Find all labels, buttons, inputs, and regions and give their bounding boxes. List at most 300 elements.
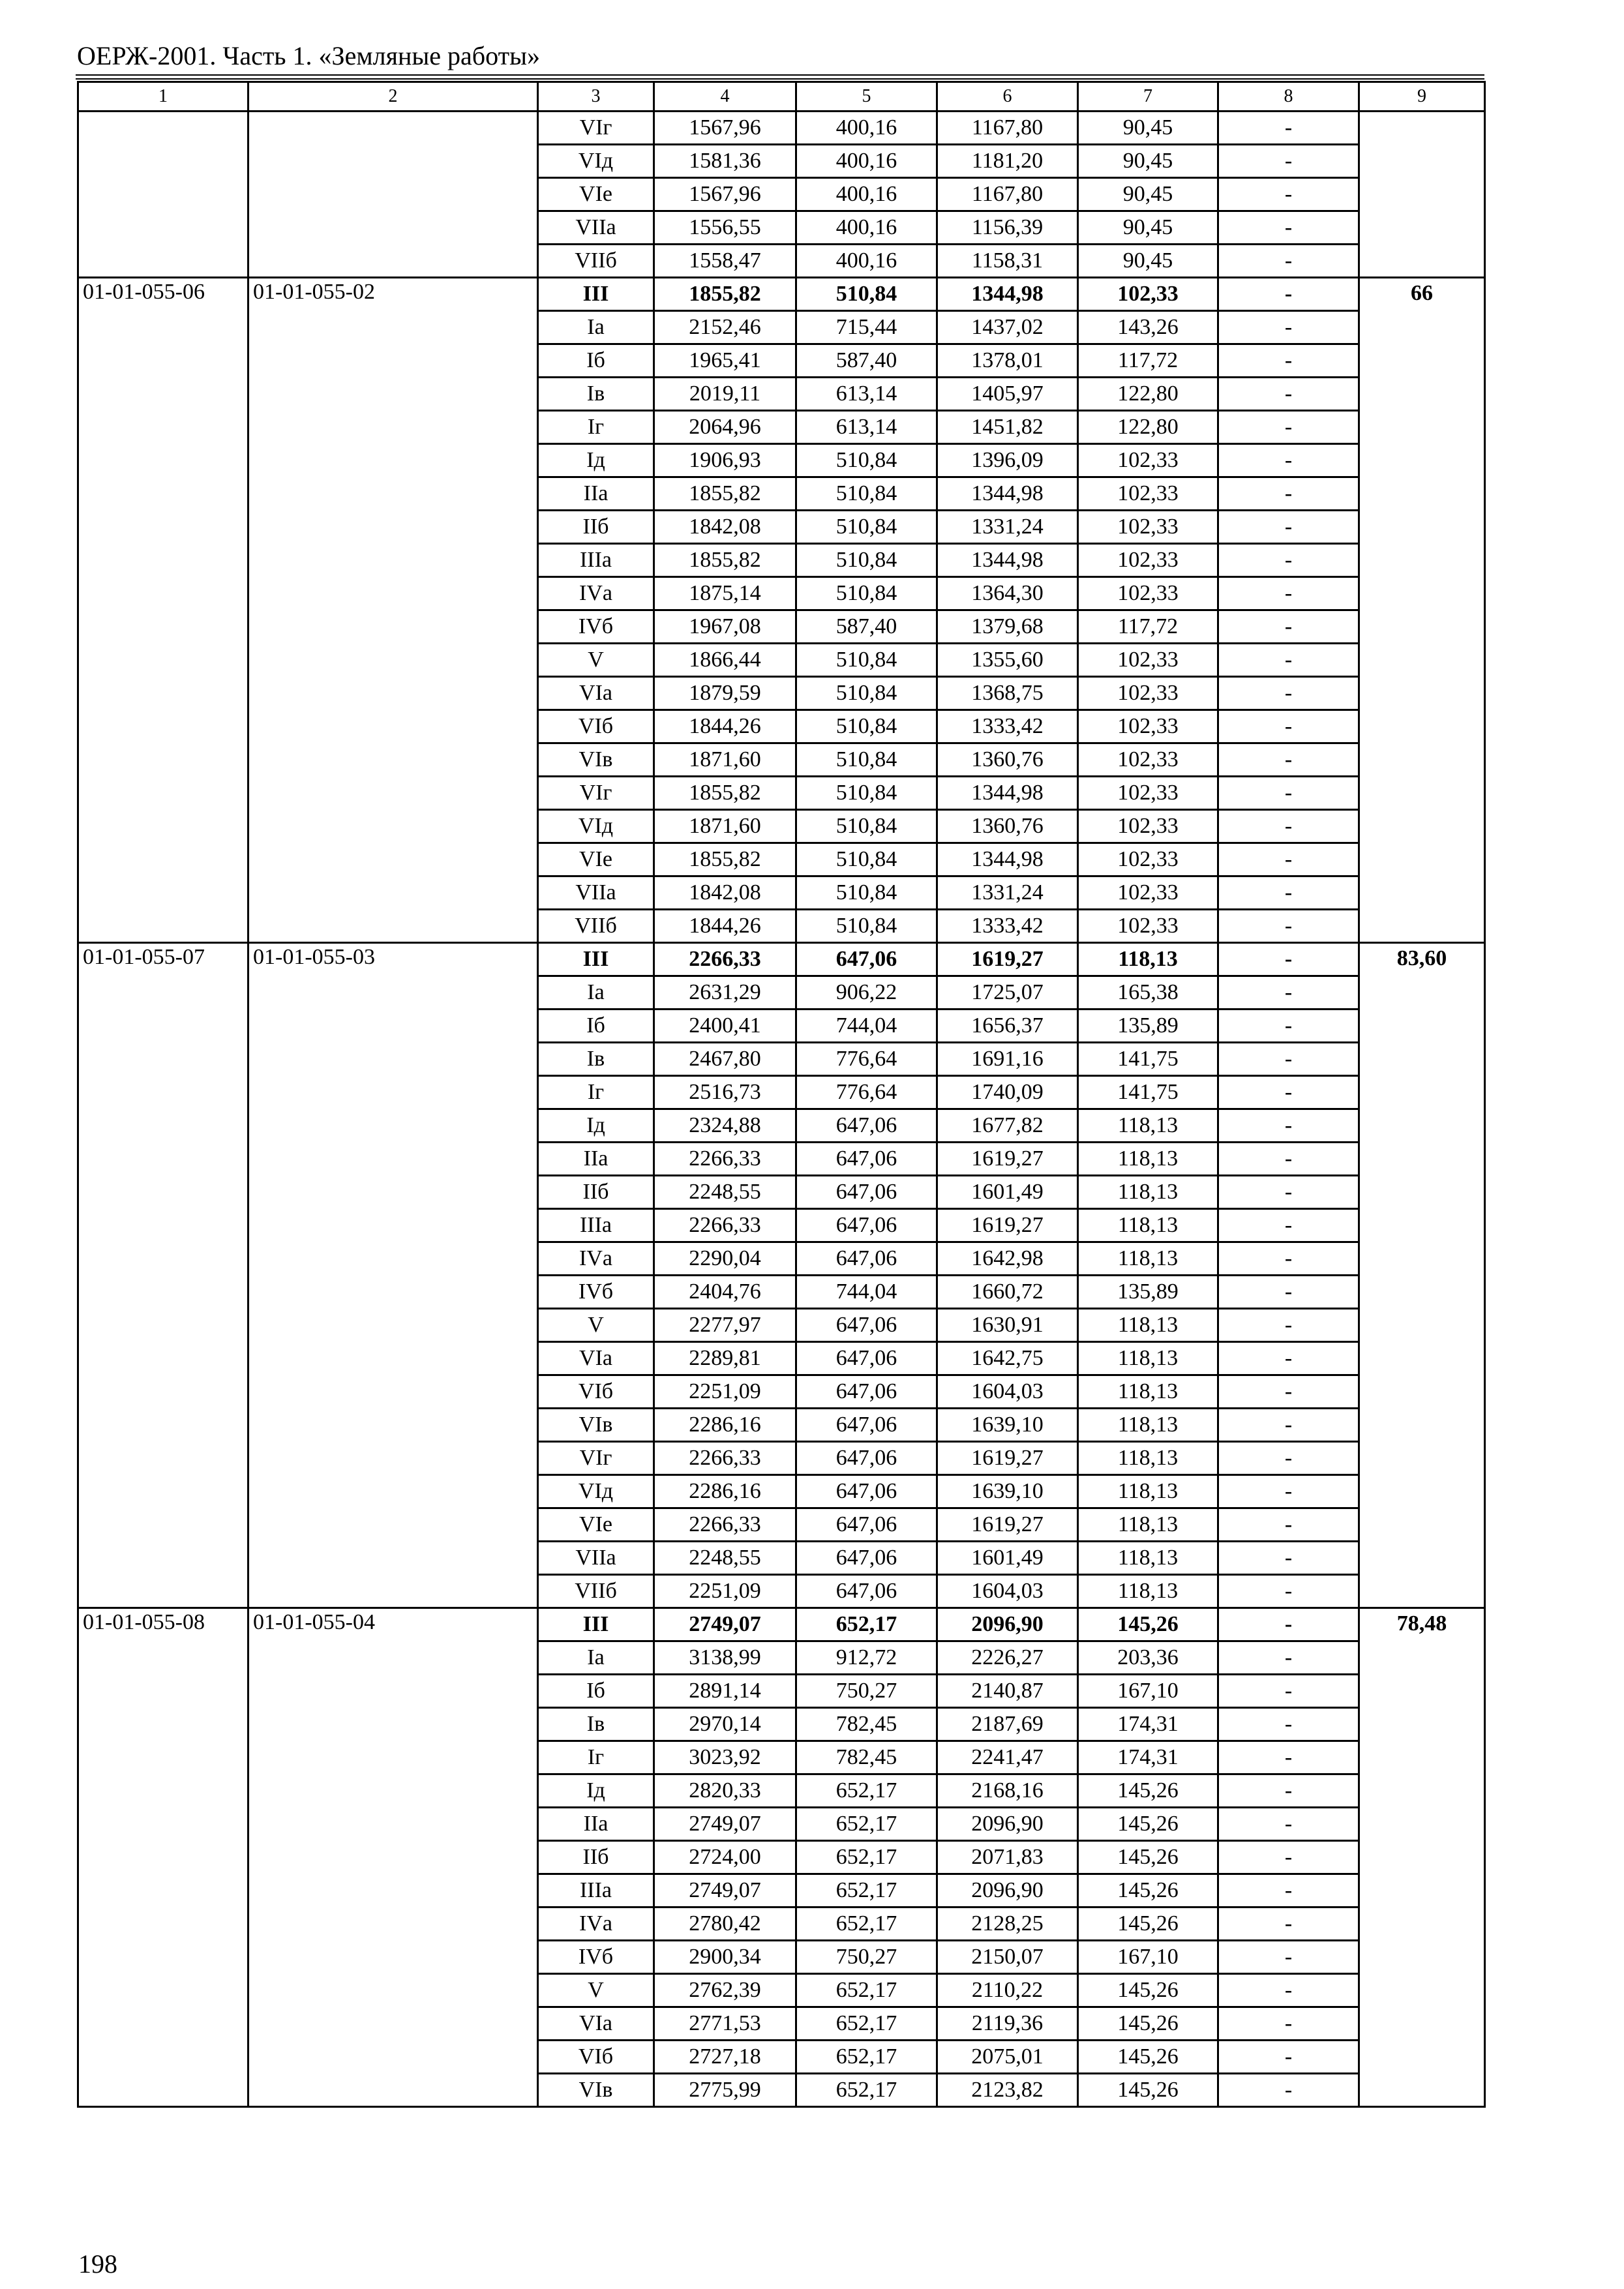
materials-cell: -: [1218, 1508, 1359, 1542]
wage-cell: 647,06: [796, 1409, 937, 1442]
driver-wage-cell: 102,33: [1078, 876, 1218, 910]
wage-cell: 647,06: [796, 1109, 937, 1143]
machine-cell: 1405,97: [937, 378, 1078, 411]
machine-cell: 1344,98: [937, 544, 1078, 577]
wage-cell: 510,84: [796, 777, 937, 810]
region-cell: VIIа: [538, 1542, 654, 1575]
machine-cell: 2110,22: [937, 1974, 1078, 2007]
machine-cell: 1331,24: [937, 511, 1078, 544]
region-cell: VIб: [538, 710, 654, 743]
column-number-cell: 7: [1078, 82, 1218, 112]
total-cell: 2324,88: [654, 1109, 796, 1143]
driver-wage-cell: 90,45: [1078, 145, 1218, 178]
driver-wage-cell: 102,33: [1078, 477, 1218, 511]
materials-cell: -: [1218, 1409, 1359, 1442]
materials-cell: -: [1218, 544, 1359, 577]
driver-wage-cell: 118,13: [1078, 1342, 1218, 1375]
base-code-cell: 01-01-055-02: [248, 278, 538, 943]
materials-cell: -: [1218, 112, 1359, 145]
machine-cell: 1725,07: [937, 976, 1078, 1010]
machine-cell: 2123,82: [937, 2074, 1078, 2107]
region-cell: VIа: [538, 1342, 654, 1375]
wage-cell: 510,84: [796, 544, 937, 577]
wage-cell: 647,06: [796, 1176, 937, 1209]
driver-wage-cell: 122,80: [1078, 378, 1218, 411]
driver-wage-cell: 141,75: [1078, 1076, 1218, 1109]
wage-cell: 744,04: [796, 1010, 937, 1043]
region-cell: IIа: [538, 477, 654, 511]
machine-cell: 1639,10: [937, 1475, 1078, 1508]
wage-cell: 647,06: [796, 1508, 937, 1542]
total-cell: 2749,07: [654, 1608, 796, 1641]
driver-wage-cell: 145,26: [1078, 1908, 1218, 1941]
machine-cell: 1691,16: [937, 1043, 1078, 1076]
machine-cell: 2119,36: [937, 2007, 1078, 2041]
materials-cell: -: [1218, 910, 1359, 943]
materials-cell: -: [1218, 278, 1359, 311]
wage-cell: 647,06: [796, 1542, 937, 1575]
machine-cell: 1364,30: [937, 577, 1078, 610]
driver-wage-cell: 102,33: [1078, 577, 1218, 610]
column-number-cell: 3: [538, 82, 654, 112]
driver-wage-cell: 102,33: [1078, 511, 1218, 544]
machine-cell: 1630,91: [937, 1309, 1078, 1342]
materials-cell: -: [1218, 1442, 1359, 1475]
region-cell: VIе: [538, 1508, 654, 1542]
machine-cell: 1331,24: [937, 876, 1078, 910]
labor-cost-cell: [1359, 112, 1485, 278]
materials-cell: -: [1218, 1941, 1359, 1974]
wage-cell: 510,84: [796, 644, 937, 677]
materials-cell: -: [1218, 1109, 1359, 1143]
machine-cell: 1360,76: [937, 810, 1078, 843]
total-cell: 2970,14: [654, 1708, 796, 1741]
region-cell: IVб: [538, 1276, 654, 1309]
region-cell: VIб: [538, 1375, 654, 1409]
machine-cell: 1368,75: [937, 677, 1078, 710]
materials-cell: -: [1218, 1342, 1359, 1375]
total-cell: 2266,33: [654, 943, 796, 976]
region-cell: V: [538, 1974, 654, 2007]
materials-cell: -: [1218, 1276, 1359, 1309]
driver-wage-cell: 102,33: [1078, 677, 1218, 710]
total-cell: 2891,14: [654, 1675, 796, 1708]
machine-cell: 1619,27: [937, 1442, 1078, 1475]
total-cell: 2266,33: [654, 1442, 796, 1475]
total-cell: 1967,08: [654, 610, 796, 644]
machine-cell: 1396,09: [937, 444, 1078, 477]
materials-cell: -: [1218, 411, 1359, 444]
region-cell: VIг: [538, 777, 654, 810]
driver-wage-cell: 118,13: [1078, 1409, 1218, 1442]
machine-cell: 2150,07: [937, 1941, 1078, 1974]
materials-cell: -: [1218, 1176, 1359, 1209]
region-cell: Iб: [538, 1675, 654, 1708]
machine-cell: 2140,87: [937, 1675, 1078, 1708]
wage-cell: 510,84: [796, 444, 937, 477]
region-cell: IVа: [538, 577, 654, 610]
region-cell: VIд: [538, 810, 654, 843]
wage-cell: 613,14: [796, 378, 937, 411]
machine-cell: 2071,83: [937, 1841, 1078, 1874]
machine-cell: 1656,37: [937, 1010, 1078, 1043]
wage-cell: 647,06: [796, 1242, 937, 1276]
machine-cell: 1344,98: [937, 477, 1078, 511]
materials-cell: -: [1218, 1808, 1359, 1841]
code-cell: 01-01-055-07: [78, 943, 248, 1608]
materials-cell: -: [1218, 777, 1359, 810]
materials-cell: -: [1218, 511, 1359, 544]
materials-cell: -: [1218, 1874, 1359, 1908]
total-cell: 2286,16: [654, 1475, 796, 1508]
wage-cell: 400,16: [796, 178, 937, 211]
driver-wage-cell: 102,33: [1078, 777, 1218, 810]
driver-wage-cell: 118,13: [1078, 1542, 1218, 1575]
total-cell: 1558,47: [654, 245, 796, 278]
materials-cell: -: [1218, 1010, 1359, 1043]
total-cell: 1842,08: [654, 511, 796, 544]
machine-cell: 1355,60: [937, 644, 1078, 677]
region-cell: Iв: [538, 1708, 654, 1741]
wage-cell: 400,16: [796, 145, 937, 178]
base-code-cell: 01-01-055-03: [248, 943, 538, 1608]
machine-cell: 1619,27: [937, 1508, 1078, 1542]
region-cell: V: [538, 644, 654, 677]
table-row: [78, 943, 1485, 976]
region-cell: VIIб: [538, 245, 654, 278]
machine-cell: 1604,03: [937, 1375, 1078, 1409]
driver-wage-cell: 102,33: [1078, 843, 1218, 876]
machine-cell: 1333,42: [937, 710, 1078, 743]
total-cell: 2631,29: [654, 976, 796, 1010]
region-cell: Iд: [538, 1774, 654, 1808]
wage-cell: 587,40: [796, 344, 937, 378]
driver-wage-cell: 118,13: [1078, 1242, 1218, 1276]
table-row: [78, 1608, 1485, 1641]
wage-cell: 776,64: [796, 1076, 937, 1109]
wage-cell: 652,17: [796, 1841, 937, 1874]
region-cell: Iд: [538, 1109, 654, 1143]
wage-cell: 652,17: [796, 1908, 937, 1941]
driver-wage-cell: 118,13: [1078, 1109, 1218, 1143]
wage-cell: 647,06: [796, 943, 937, 976]
wage-cell: 782,45: [796, 1708, 937, 1741]
machine-cell: 1181,20: [937, 145, 1078, 178]
driver-wage-cell: 102,33: [1078, 544, 1218, 577]
driver-wage-cell: 174,31: [1078, 1741, 1218, 1774]
materials-cell: -: [1218, 1841, 1359, 1874]
labor-cost-cell: 78,48: [1359, 1608, 1485, 2107]
machine-cell: 1344,98: [937, 777, 1078, 810]
total-cell: 1855,82: [654, 777, 796, 810]
machine-cell: 2226,27: [937, 1641, 1078, 1675]
materials-cell: -: [1218, 311, 1359, 344]
driver-wage-cell: 167,10: [1078, 1941, 1218, 1974]
driver-wage-cell: 145,26: [1078, 1974, 1218, 2007]
driver-wage-cell: 118,13: [1078, 1143, 1218, 1176]
total-cell: 2516,73: [654, 1076, 796, 1109]
total-cell: 2404,76: [654, 1276, 796, 1309]
machine-cell: 1642,98: [937, 1242, 1078, 1276]
wage-cell: 510,84: [796, 743, 937, 777]
total-cell: 2771,53: [654, 2007, 796, 2041]
materials-cell: -: [1218, 1774, 1359, 1808]
region-cell: VIе: [538, 843, 654, 876]
total-cell: 1567,96: [654, 178, 796, 211]
materials-cell: -: [1218, 1043, 1359, 1076]
wage-cell: 510,84: [796, 677, 937, 710]
column-number-cell: 2: [248, 82, 538, 112]
rates-table-body: [78, 82, 1485, 2107]
materials-cell: -: [1218, 1675, 1359, 1708]
total-cell: 2064,96: [654, 411, 796, 444]
column-number-cell: 4: [654, 82, 796, 112]
region-cell: Iг: [538, 1741, 654, 1774]
materials-cell: -: [1218, 677, 1359, 710]
materials-cell: -: [1218, 1708, 1359, 1741]
total-cell: 3138,99: [654, 1641, 796, 1675]
region-cell: Iд: [538, 444, 654, 477]
wage-cell: 647,06: [796, 1442, 937, 1475]
page-header-title: ОЕРЖ-2001. Часть 1. «Земляные работы»: [77, 41, 540, 70]
materials-cell: -: [1218, 1209, 1359, 1242]
region-cell: III: [538, 1608, 654, 1641]
machine-cell: 1437,02: [937, 311, 1078, 344]
machine-cell: 1601,49: [937, 1176, 1078, 1209]
driver-wage-cell: 174,31: [1078, 1708, 1218, 1741]
materials-cell: -: [1218, 1542, 1359, 1575]
base-code-cell: 01-01-055-04: [248, 1608, 538, 2107]
driver-wage-cell: 118,13: [1078, 1575, 1218, 1608]
region-cell: VIIб: [538, 910, 654, 943]
total-cell: 1855,82: [654, 477, 796, 511]
region-cell: V: [538, 1309, 654, 1342]
wage-cell: 647,06: [796, 1209, 937, 1242]
wage-cell: 744,04: [796, 1276, 937, 1309]
driver-wage-cell: 145,26: [1078, 1608, 1218, 1641]
wage-cell: 587,40: [796, 610, 937, 644]
region-cell: IVа: [538, 1908, 654, 1941]
wage-cell: 510,84: [796, 511, 937, 544]
machine-cell: 1619,27: [937, 943, 1078, 976]
column-number-cell: 8: [1218, 82, 1359, 112]
region-cell: IVб: [538, 1941, 654, 1974]
materials-cell: -: [1218, 810, 1359, 843]
materials-cell: -: [1218, 444, 1359, 477]
materials-cell: -: [1218, 178, 1359, 211]
wage-cell: 647,06: [796, 1475, 937, 1508]
total-cell: 2900,34: [654, 1941, 796, 1974]
machine-cell: 1333,42: [937, 910, 1078, 943]
materials-cell: -: [1218, 1242, 1359, 1276]
machine-cell: 2187,69: [937, 1708, 1078, 1741]
machine-cell: 1619,27: [937, 1209, 1078, 1242]
wage-cell: 400,16: [796, 211, 937, 245]
driver-wage-cell: 117,72: [1078, 610, 1218, 644]
machine-cell: 1344,98: [937, 278, 1078, 311]
region-cell: III: [538, 943, 654, 976]
total-cell: 2266,33: [654, 1508, 796, 1542]
materials-cell: -: [1218, 1575, 1359, 1608]
machine-cell: 1642,75: [937, 1342, 1078, 1375]
materials-cell: -: [1218, 145, 1359, 178]
total-cell: 2289,81: [654, 1342, 796, 1375]
wage-cell: 750,27: [796, 1675, 937, 1708]
machine-cell: 2241,47: [937, 1741, 1078, 1774]
total-cell: 2248,55: [654, 1542, 796, 1575]
wage-cell: 510,84: [796, 710, 937, 743]
region-cell: Iа: [538, 311, 654, 344]
materials-cell: -: [1218, 1908, 1359, 1941]
total-cell: 2266,33: [654, 1143, 796, 1176]
total-cell: 1879,59: [654, 677, 796, 710]
materials-cell: -: [1218, 1375, 1359, 1409]
table-row: [78, 112, 1485, 145]
driver-wage-cell: 118,13: [1078, 1375, 1218, 1409]
total-cell: 2762,39: [654, 1974, 796, 2007]
region-cell: Iб: [538, 344, 654, 378]
region-cell: VIа: [538, 677, 654, 710]
machine-cell: 1451,82: [937, 411, 1078, 444]
total-cell: 2251,09: [654, 1575, 796, 1608]
driver-wage-cell: 165,38: [1078, 976, 1218, 1010]
wage-cell: 510,84: [796, 477, 937, 511]
code-cell: 01-01-055-08: [78, 1608, 248, 2107]
machine-cell: 1378,01: [937, 344, 1078, 378]
driver-wage-cell: 102,33: [1078, 810, 1218, 843]
machine-cell: 1639,10: [937, 1409, 1078, 1442]
header-rule-bottom: [76, 78, 1484, 80]
total-cell: 1844,26: [654, 910, 796, 943]
total-cell: 3023,92: [654, 1741, 796, 1774]
wage-cell: 613,14: [796, 411, 937, 444]
wage-cell: 647,06: [796, 1143, 937, 1176]
region-cell: VIд: [538, 1475, 654, 1508]
driver-wage-cell: 118,13: [1078, 1209, 1218, 1242]
total-cell: 2019,11: [654, 378, 796, 411]
driver-wage-cell: 90,45: [1078, 112, 1218, 145]
materials-cell: -: [1218, 644, 1359, 677]
wage-cell: 510,84: [796, 577, 937, 610]
materials-cell: -: [1218, 2007, 1359, 2041]
region-cell: VIв: [538, 1409, 654, 1442]
machine-cell: 1601,49: [937, 1542, 1078, 1575]
materials-cell: -: [1218, 843, 1359, 876]
total-cell: 2286,16: [654, 1409, 796, 1442]
total-cell: 1855,82: [654, 843, 796, 876]
total-cell: 2251,09: [654, 1375, 796, 1409]
driver-wage-cell: 118,13: [1078, 1309, 1218, 1342]
total-cell: 1567,96: [654, 112, 796, 145]
materials-cell: -: [1218, 876, 1359, 910]
wage-cell: 652,17: [796, 1874, 937, 1908]
driver-wage-cell: 145,26: [1078, 2007, 1218, 2041]
total-cell: 2775,99: [654, 2074, 796, 2107]
total-cell: 1871,60: [654, 743, 796, 777]
region-cell: VIб: [538, 2041, 654, 2074]
driver-wage-cell: 135,89: [1078, 1010, 1218, 1043]
total-cell: 1965,41: [654, 344, 796, 378]
driver-wage-cell: 167,10: [1078, 1675, 1218, 1708]
driver-wage-cell: 145,26: [1078, 1841, 1218, 1874]
region-cell: VIд: [538, 145, 654, 178]
driver-wage-cell: 90,45: [1078, 245, 1218, 278]
materials-cell: -: [1218, 477, 1359, 511]
driver-wage-cell: 118,13: [1078, 1176, 1218, 1209]
total-cell: 1844,26: [654, 710, 796, 743]
total-cell: 2467,80: [654, 1043, 796, 1076]
wage-cell: 400,16: [796, 245, 937, 278]
wage-cell: 510,84: [796, 843, 937, 876]
total-cell: 2727,18: [654, 2041, 796, 2074]
wage-cell: 652,17: [796, 1974, 937, 2007]
driver-wage-cell: 102,33: [1078, 910, 1218, 943]
code-cell: [78, 112, 248, 278]
machine-cell: 2075,01: [937, 2041, 1078, 2074]
driver-wage-cell: 141,75: [1078, 1043, 1218, 1076]
driver-wage-cell: 102,33: [1078, 710, 1218, 743]
wage-cell: 510,84: [796, 278, 937, 311]
driver-wage-cell: 143,26: [1078, 311, 1218, 344]
machine-cell: 1167,80: [937, 178, 1078, 211]
region-cell: III: [538, 278, 654, 311]
code-cell: 01-01-055-06: [78, 278, 248, 943]
machine-cell: 1156,39: [937, 211, 1078, 245]
driver-wage-cell: 118,13: [1078, 1508, 1218, 1542]
rates-table: [77, 81, 1486, 2108]
materials-cell: -: [1218, 2074, 1359, 2107]
wage-cell: 906,22: [796, 976, 937, 1010]
driver-wage-cell: 145,26: [1078, 2074, 1218, 2107]
labor-cost-cell: 83,60: [1359, 943, 1485, 1608]
driver-wage-cell: 135,89: [1078, 1276, 1218, 1309]
total-cell: 2749,07: [654, 1874, 796, 1908]
region-cell: VIIа: [538, 211, 654, 245]
region-cell: VIа: [538, 2007, 654, 2041]
region-cell: Iа: [538, 1641, 654, 1675]
wage-cell: 510,84: [796, 910, 937, 943]
column-number-cell: 5: [796, 82, 937, 112]
machine-cell: 1167,80: [937, 112, 1078, 145]
materials-cell: -: [1218, 378, 1359, 411]
driver-wage-cell: 118,13: [1078, 943, 1218, 976]
region-cell: IIIа: [538, 1209, 654, 1242]
total-cell: 1906,93: [654, 444, 796, 477]
driver-wage-cell: 118,13: [1078, 1475, 1218, 1508]
materials-cell: -: [1218, 211, 1359, 245]
region-cell: VIг: [538, 112, 654, 145]
machine-cell: 1677,82: [937, 1109, 1078, 1143]
total-cell: 1556,55: [654, 211, 796, 245]
driver-wage-cell: 122,80: [1078, 411, 1218, 444]
region-cell: Iб: [538, 1010, 654, 1043]
wage-cell: 912,72: [796, 1641, 937, 1675]
machine-cell: 1158,31: [937, 245, 1078, 278]
total-cell: 2266,33: [654, 1209, 796, 1242]
driver-wage-cell: 145,26: [1078, 1774, 1218, 1808]
column-number-cell: 6: [937, 82, 1078, 112]
region-cell: IIб: [538, 1176, 654, 1209]
wage-cell: 652,17: [796, 2074, 937, 2107]
materials-cell: -: [1218, 1309, 1359, 1342]
region-cell: VIв: [538, 743, 654, 777]
machine-cell: 1604,03: [937, 1575, 1078, 1608]
machine-cell: 1619,27: [937, 1143, 1078, 1176]
wage-cell: 400,16: [796, 112, 937, 145]
region-cell: IIб: [538, 511, 654, 544]
total-cell: 2277,97: [654, 1309, 796, 1342]
wage-cell: 782,45: [796, 1741, 937, 1774]
